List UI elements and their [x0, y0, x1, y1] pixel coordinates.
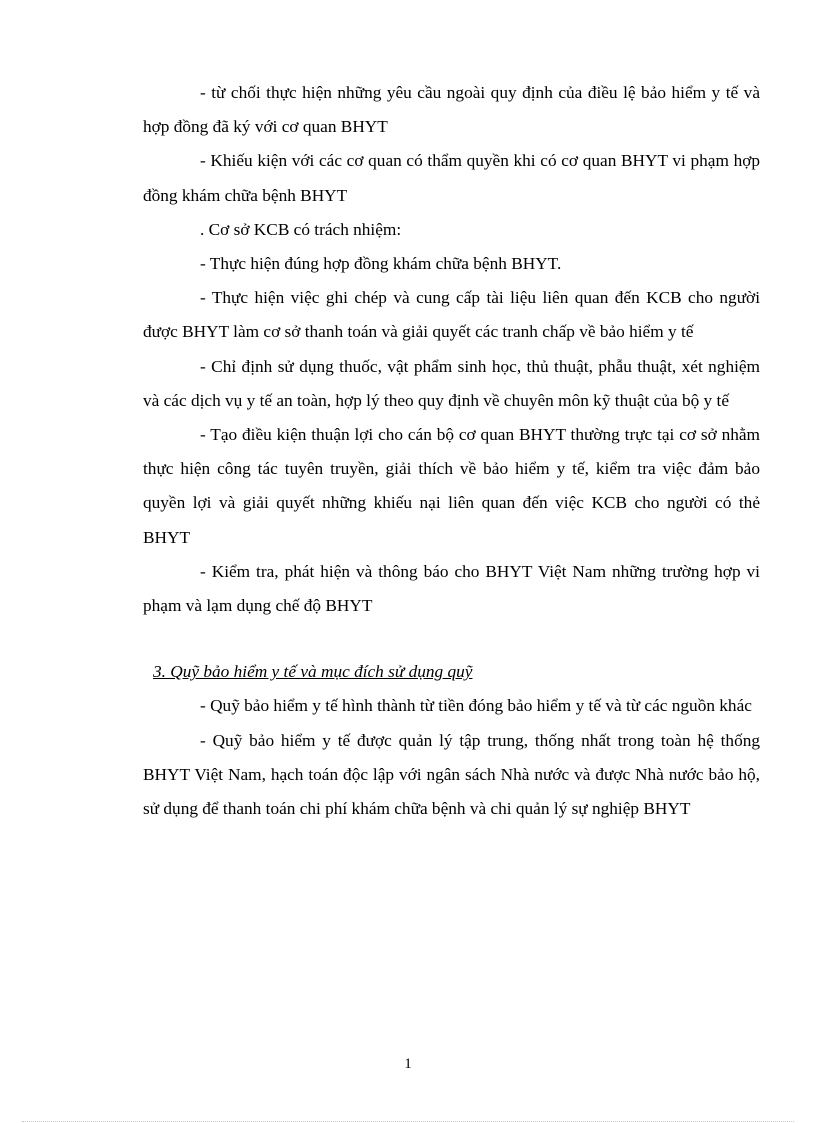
section-heading: 3. Quỹ bảo hiểm y tế và mục đích sử dụng quỹ — [153, 662, 473, 682]
paragraph-contract-compliance: - Thực hiện đúng hợp đồng khám chữa bệnh BHYT. — [200, 254, 562, 274]
paragraph-complaint-rights: - Khiếu kiện với các cơ quan có thẩm quyền khi có cơ quan BHYT vi phạm hợp đồng khám chữa bệnh BHYT — [143, 151, 760, 205]
paragraph-safe-treatment: - Chỉ định sử dụng thuốc, vật phẩm sinh học, thủ thuật, phẫu thuật, xét nghiệm và các dịch vụ y tế an toàn, hợp lý theo quy định về chuyên môn kỹ thuật của bộ y tế — [143, 356, 760, 410]
paragraph-record-keeping: - Thực hiện việc ghi chép và cung cấp tài liệu liên quan đến KCB cho người được BHYT làm cơ sở thanh toán và giải quyết các tranh chấp về bảo hiểm y tế — [143, 288, 760, 342]
paragraph-facility-responsibilities: . Cơ sở KCB có trách nhiệm: — [200, 219, 402, 239]
paragraph-fund-management: - Quỹ bảo hiểm y tế được quản lý tập trung, thống nhất trong toàn hệ thống BHYT Việt Nam, hạch toán độc lập với ngân sách Nhà nước và được Nhà nước bảo hộ, sử dụng để thanh toán chi phí khám chữa bệnh và chi quản lý sự nghiệp BHYT — [143, 730, 760, 819]
page-number: 1 — [404, 1056, 412, 1072]
paragraph-support-staff: - Tạo điều kiện thuận lợi cho cán bộ cơ quan BHYT thường trực tại cơ sở nhằm thực hiện công tác tuyên truyền, giải thích về bảo hiểm y tế, kiểm tra việc đảm bảo quyền lợi và giải quyết những khiếu nại liên quan đến việc KCB cho người có thẻ BHYT — [143, 425, 760, 547]
paragraph-refuse-requests: - từ chối thực hiện những yêu cầu ngoài quy định của điều lệ bảo hiểm y tế và hợp đồng đã ký với cơ quan BHYT — [143, 83, 760, 137]
page-bottom-divider — [22, 1121, 794, 1122]
paragraph-inspection: - Kiểm tra, phát hiện và thông báo cho BHYT Việt Nam những trường hợp vi phạm và lạm dụng chế độ BHYT — [143, 561, 760, 616]
page-body — [143, 76, 760, 826]
paragraph-fund-sources: - Quỹ bảo hiểm y tế hình thành từ tiền đóng bảo hiểm y tế và từ các nguồn khác — [200, 696, 752, 716]
